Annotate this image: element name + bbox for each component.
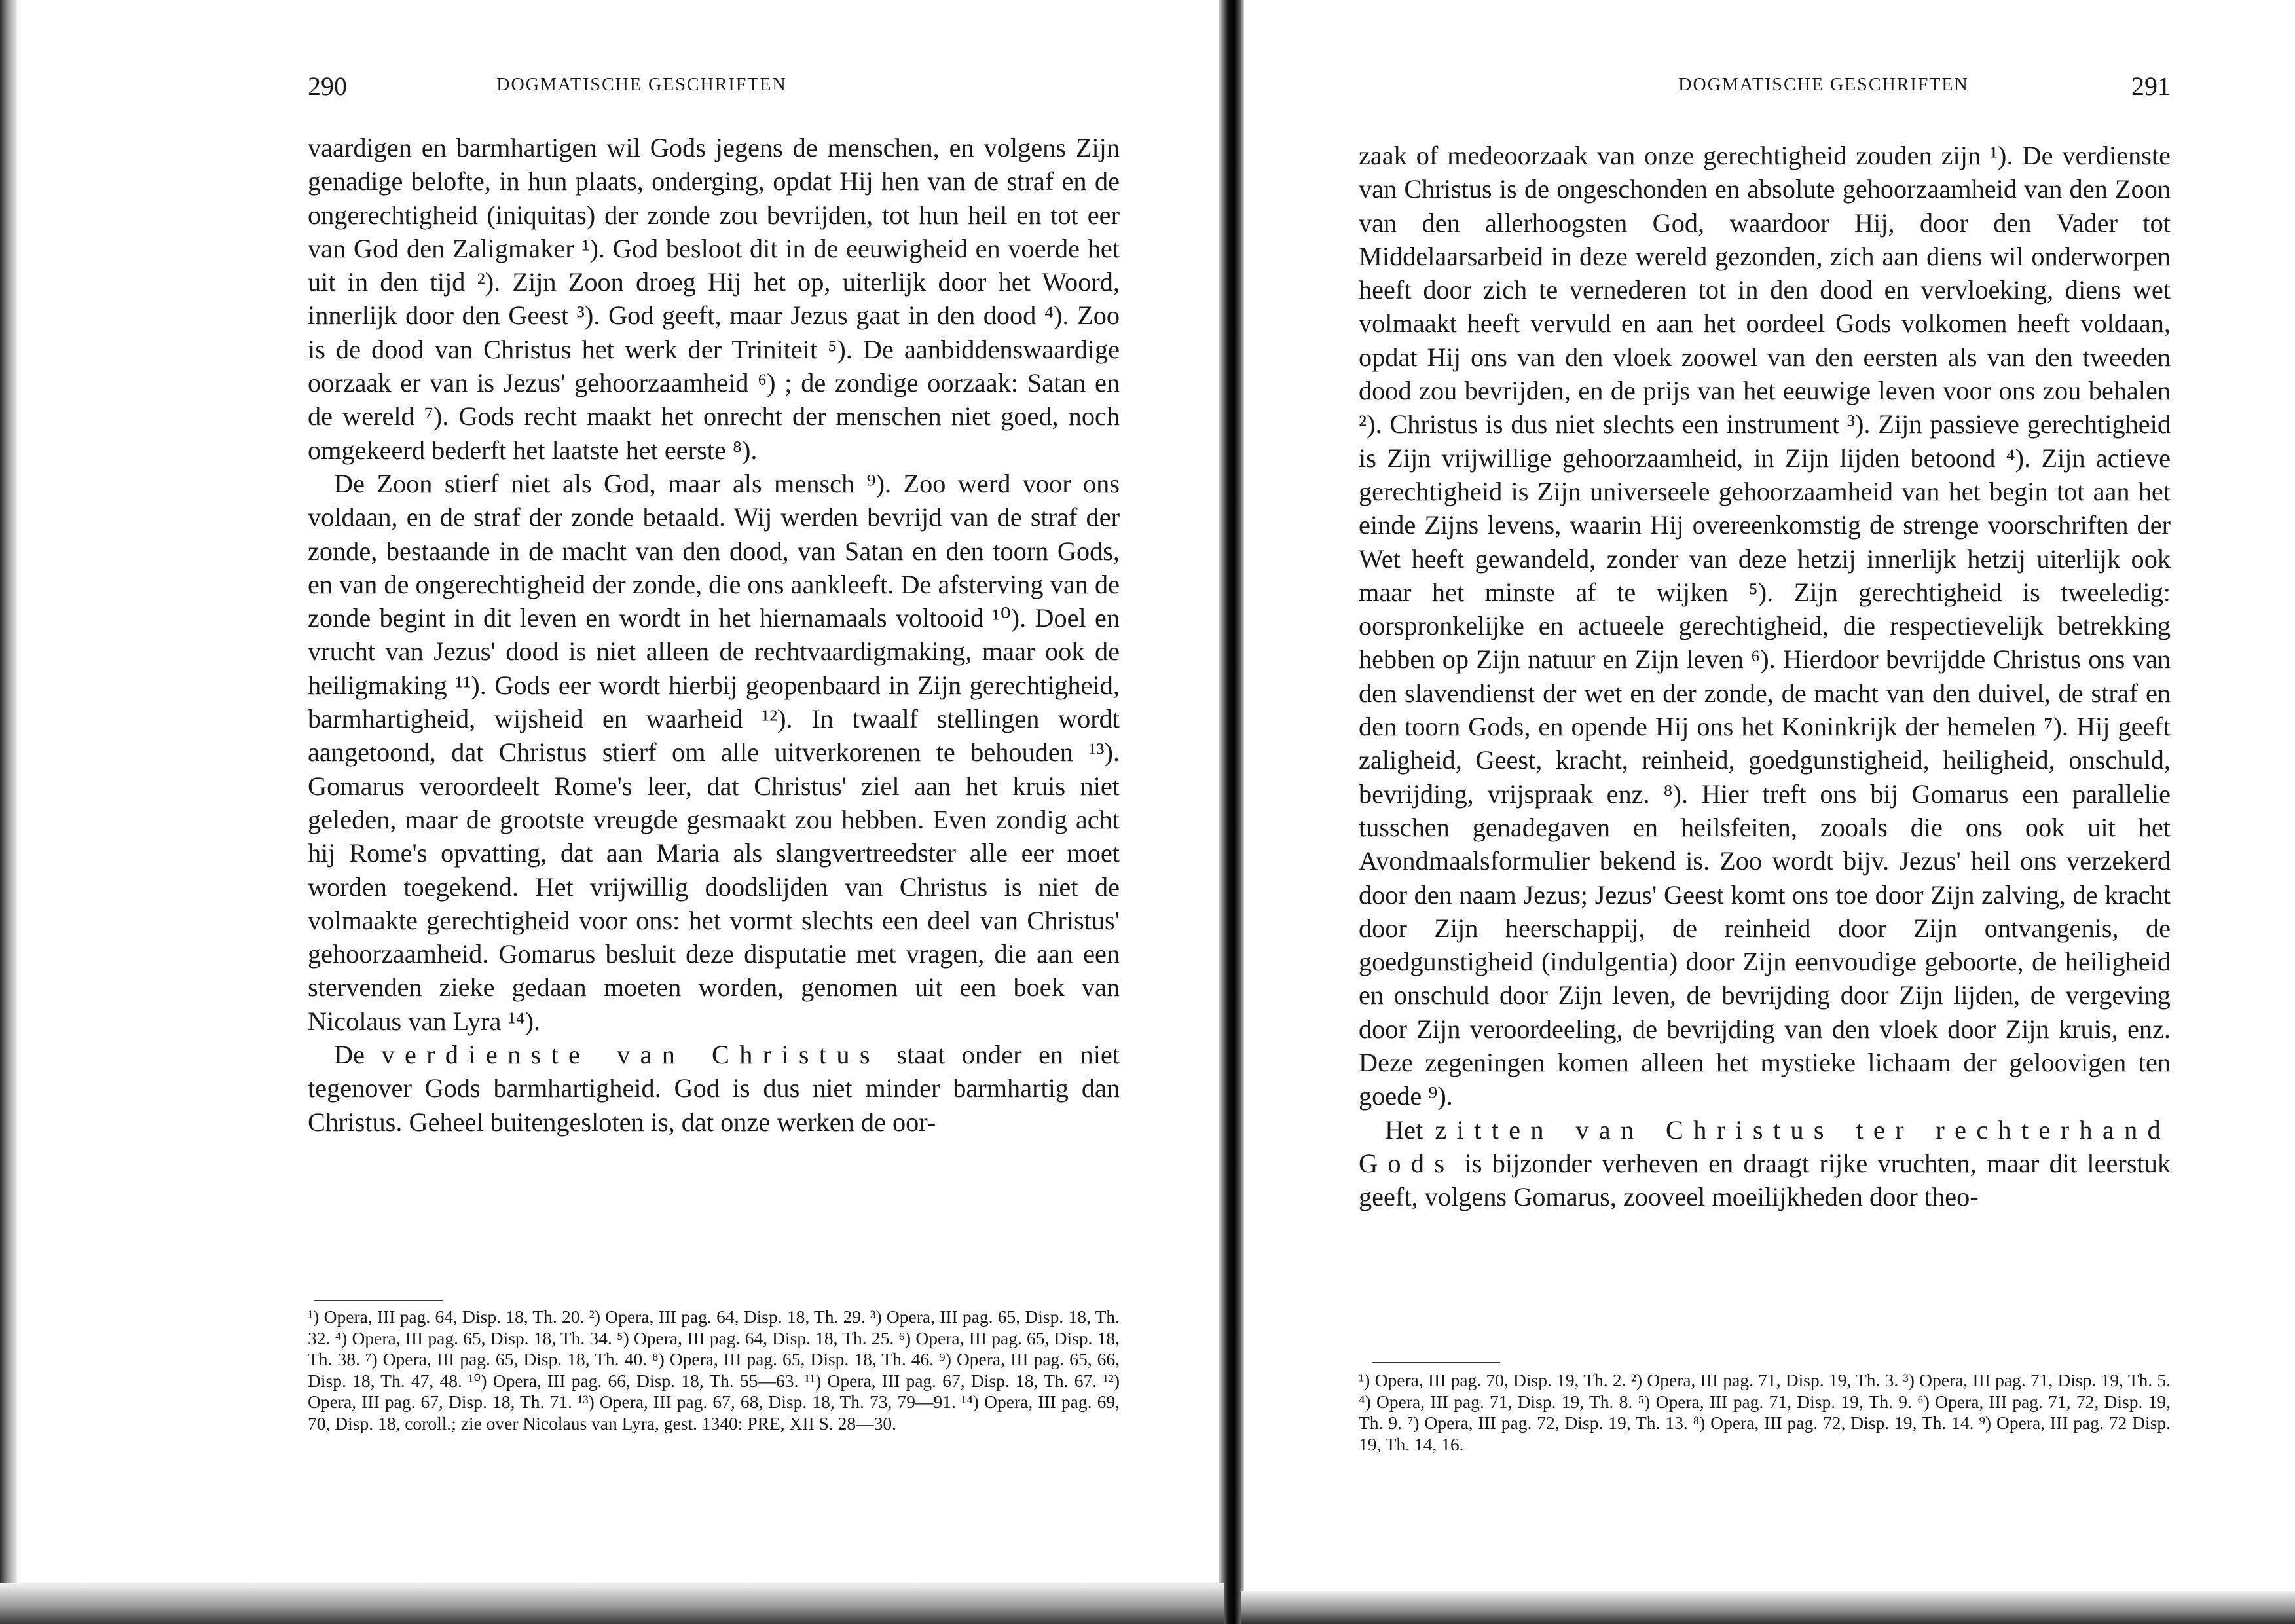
left-paragraph-3-rest: staat onder en niet tegenover Gods barmhartigheid. God is dus niet minder barmhartig dan Christus. Geheel buitengesloten is, dat onze werken de oor- bbox=[308, 1040, 1120, 1137]
right-footnotes-text: ¹) Opera, III pag. 70, Disp. 19, Th. 2. ²) Opera, III pag. 71, Disp. 19, Th. 3. ³) Opera, III pag. 71, Disp. 19, Th. 5. ⁴) Opera, III pag. 71, Disp. 19, Th. 8. ⁵) Opera, III pag. 71, Disp. 19, Th. 9. ⁶) Opera, III pag. 71, 72, Disp. 19, Th. 9. ⁷) Opera, III pag. 72, Disp. 19, Th. 13. ⁸) Opera, III pag. 72, Disp. 19, Th. 14. ⁹) Opera, III pag. 72 Disp. 19, Th. 14, 16. bbox=[1359, 1370, 2171, 1454]
left-page-edge bbox=[0, 0, 17, 1624]
right-header-title: DOGMATISCHE GESCHRIFTEN bbox=[1678, 75, 1969, 95]
right-running-head bbox=[1359, 71, 2171, 110]
left-paragraph-1: vaardigen en barmhartigen wil Gods jegens de menschen, en volgens Zijn genadige belofte, in hun plaats, onderging, opdat Hij hen van de straf en de ongerechtigheid (iniquitas) der zonde zou bevrijden, tot hun heil en tot eer van God den Zaligmaker ¹). God besloot dit in de eeuwigheid en voerde het uit in den tijd ²). Zijn Zoon droeg Hij het op, uiterlijk door het Woord, innerlijk door den Geest ³). God geeft, maar Jezus gaat in den dood ⁴). Zoo is de dood van Christus het werk der Triniteit ⁵). De aanbiddenswaardige oorzaak er van is Jezus' gehoorzaamheid ⁶) ; de zondige oorzaak: Satan en de wereld ⁷). Gods recht maakt het onrecht der menschen niet goed, noch omgekeerd bederft het laatste het eerste ⁸). bbox=[308, 133, 1120, 465]
right-paragraph-2-lead: Het bbox=[1385, 1115, 1423, 1145]
right-footnote-rule bbox=[1372, 1362, 1500, 1363]
left-page bbox=[308, 0, 1120, 1585]
left-paragraph-2: De Zoon stierf niet als God, maar als mensch ⁹). Zoo werd voor ons voldaan, en de straf der zonde betaald. Wij werden bevrijd van de straf der zonde, bestaande in de macht van den dood, van Satan en den toorn Gods, en van de ongerechtigheid der zonde, die ons aankleeft. De afsterving van de zonde begint in dit leven en wordt in het hiernamaals voltooid ¹⁰). Doel en vrucht van Jezus' dood is niet alleen de rechtvaardigmaking, maar ook de heiligmaking ¹¹). Gods eer wordt hierbij geopenbaard in Zijn gerechtigheid, barmhartigheid, wijsheid en waarheid ¹²). In twaalf stellingen wordt aangetoond, dat Christus stierf om alle uitverkorenen te behouden ¹³). Gomarus veroordeelt Rome's leer, dat Christus' ziel aan het kruis niet geleden, maar de grootste vreugde gesmaakt zou hebben. Even zondig acht hij Rome's opvatting, dat aan Maria als slangvertreedster alle eer moet worden toegekend. Het vrijwillig doodslijden van Christus is niet de volmaakte gerechtigheid voor ons: het vormt slechts een deel van Christus' gehoorzaamheid. Gomarus besluit deze disputatie met vragen, die aan een stervenden zieke gedaan moeten worden, genomen uit een boek van Nicolaus van Lyra ¹⁴). bbox=[308, 468, 1120, 1036]
left-body-text bbox=[308, 131, 1120, 1139]
right-paragraph-1: zaak of medeoorzaak van onze gerechtigheid zouden zijn ¹). De verdienste van Christus is de ongeschonden en absolute gehoorzaamheid van den Zoon van den allerhoogsten God, waardoor Hij, door den Vader tot Middelaarsarbeid in deze wereld gezonden, zich aan diens wil onderworpen heeft door zich te vernederen tot in den dood en vervloeking, diens wet volmaakt heeft vervuld en aan het oordeel Gods volkomen heeft voldaan, opdat Hij ons van den vloek zoowel van den eersten als van den tweeden dood zou bevrijden, en de prijs van het eeuwige leven voor ons zou behalen ²). Christus is dus niet slechts een instrument ³). Zijn passieve gerechtigheid is Zijn vrijwillige gehoorzaamheid, in Zijn lijden betoond ⁴). Zijn actieve gerechtigheid is Zijn universeele gehoorzaamheid van het begin tot aan het einde Zijns levens, waarin Hij overeenkomstig de strenge voorschriften der Wet heeft gewandeld, zonder van deze hetzij innerlijk hetzij uiterlijk ook maar het minste af te wijken ⁵). Zijn gerechtigheid is tweeledig: oorspronkelijke en actueele gerechtigheid, die respectievelijk betrekking hebben op Zijn natuur en Zijn leven ⁶). Hierdoor bevrijdde Christus ons van den slavendienst der wet en der zonde, de macht van den duivel, de straf en den toorn Gods, en opende Hij ons het Koninkrijk der hemelen ⁷). Hij geeft zaligheid, Geest, kracht, reinheid, goedgunstigheid, heiligheid, onschuld, bevrijding, vrijspraak enz. ⁸). Hier treft ons bij Gomarus een parallelie tusschen genadegaven en heilsfeiten, zooals die ons ook uit het Avondmaalsformulier bekend is. Zoo wordt bijv. Jezus' heil ons verzekerd door den naam Jezus; Jezus' Geest komt ons toe door Zijn zalving, de kracht door Zijn heerschappij, de reinheid door Zijn ontvangenis, de goedgunstigheid (indulgentia) door Zijn eenvoudige geboorte, de heiligheid en onschuld door Zijn leven, de bevrijding door Zijn lijden, de vergeving door Zijn veroordeeling, de bevrijding van den vloek door Zijn kruis, enz. Deze zegeningen komen alleen het mystieke lichaam der geloovigen ten goede ⁹). bbox=[1359, 141, 2171, 1111]
left-running-head bbox=[308, 71, 1120, 110]
right-page-number: 291 bbox=[2131, 71, 2171, 101]
left-paragraph-3-lead: De bbox=[334, 1040, 365, 1070]
left-page-number: 290 bbox=[308, 71, 347, 101]
left-paragraph-3-emphasis: verdienste van Christus bbox=[381, 1040, 880, 1070]
bottom-edge-left bbox=[0, 1583, 1224, 1624]
right-footnotes bbox=[1359, 1370, 2171, 1455]
bottom-edge-right bbox=[1241, 1591, 2295, 1624]
left-footnotes bbox=[308, 1306, 1120, 1434]
left-header-title: DOGMATISCHE GESCHRIFTEN bbox=[496, 75, 787, 95]
right-page bbox=[1359, 0, 2171, 1585]
left-paragraph-3 bbox=[308, 1038, 1120, 1139]
right-body-text bbox=[1359, 139, 2171, 1214]
book-gutter bbox=[1219, 0, 1244, 1624]
left-footnote-rule bbox=[314, 1300, 443, 1301]
right-paragraph-2-emphasis: zitten van Christus ter rechterhand Gods bbox=[1359, 1115, 2171, 1178]
right-paragraph-2-rest: is bijzonder verheven en draagt rijke vruchten, maar dit leerstuk geeft, volgens Gomarus, zooveel moeilijkheden door theo- bbox=[1359, 1148, 2171, 1212]
right-paragraph-2 bbox=[1359, 1113, 2171, 1214]
left-footnotes-text: ¹) Opera, III pag. 64, Disp. 18, Th. 20. ²) Opera, III pag. 64, Disp. 18, Th. 29. ³) Opera, III pag. 65, Disp. 18, Th. 32. ⁴) Opera, III pag. 65, Disp. 18, Th. 34. ⁵) Opera, III pag. 64, Disp. 18, Th. 25. ⁶) Opera, III pag. 65, Disp. 18, Th. 38. ⁷) Opera, III pag. 65, Disp. 18, Th. 40. ⁸) Opera, III pag. 65, Disp. 18, Th. 46. ⁹) Opera, III pag. 65, 66, Disp. 18, Th. 47, 48. ¹⁰) Opera, III pag. 66, Disp. 18, Th. 55—63. ¹¹) Opera, III pag. 67, Disp. 18, Th. 67. ¹²) Opera, III pag. 67, Disp. 18, Th. 71. ¹³) Opera, III pag. 67, 68, Disp. 18, Th. 73, 79—91. ¹⁴) Opera, III pag. 69, 70, Disp. 18, coroll.; zie over Nicolaus van Lyra, gest. 1340: PRE, XII S. 28—30. bbox=[308, 1306, 1120, 1433]
